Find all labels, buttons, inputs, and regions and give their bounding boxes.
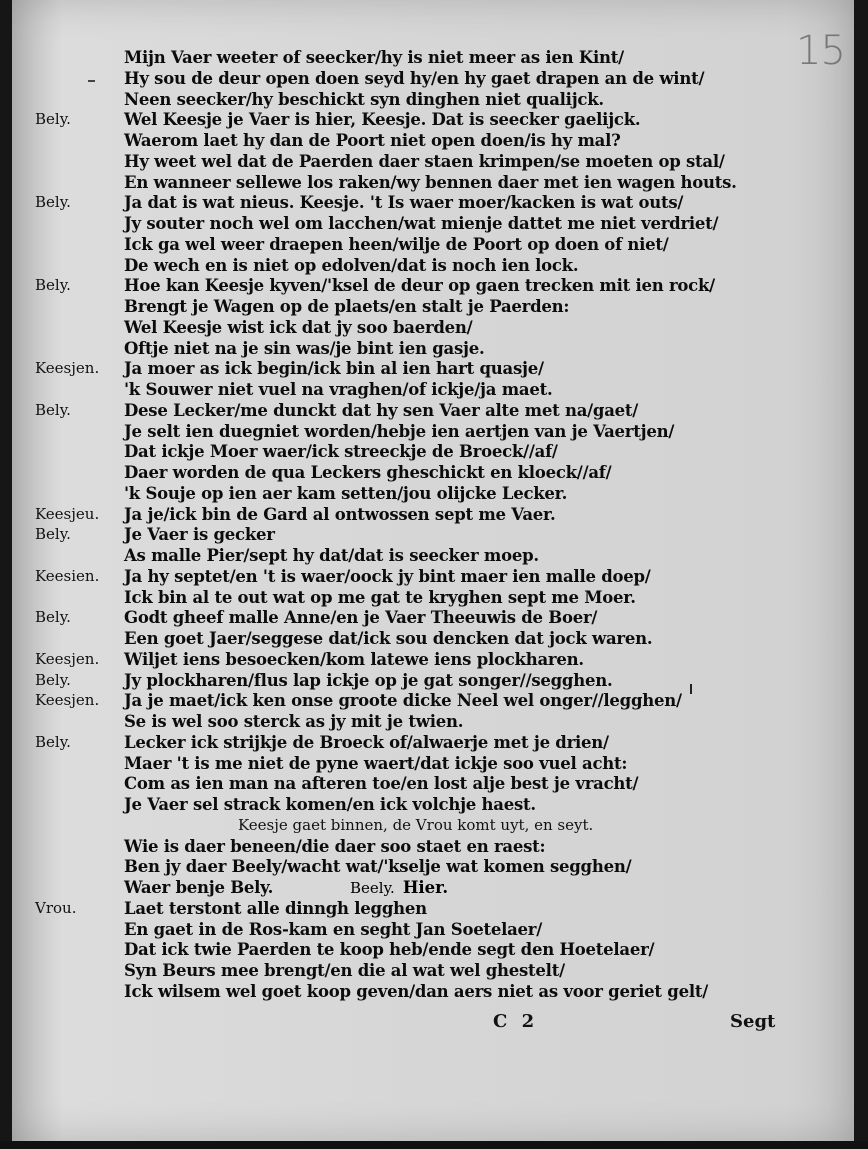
verse-text: Ick ga wel weer draepen heen/wilje de Poort op doen of niet/ xyxy=(124,235,669,254)
verse-line xyxy=(0,961,868,981)
verse-line xyxy=(0,69,868,89)
verse-line xyxy=(0,463,868,483)
verse-line xyxy=(0,505,868,525)
verse-line xyxy=(0,733,868,753)
verse-text: Een goet Jaer/seggese dat/ick sou dencken dat jock waren. xyxy=(124,629,653,648)
speaker-name: Bely. xyxy=(35,193,71,211)
verse-text: Ja moer as ick begin/ick bin al ien hart quasje/ xyxy=(124,359,544,378)
verse-text: Ja hy septet/en 't is waer/oock jy bint maer ien malle doep/ xyxy=(124,567,651,586)
verse-line xyxy=(0,110,868,130)
verse-text: Lecker ick strijkje de Broeck of/alwaerje met je drien/ xyxy=(124,733,609,752)
verse-line xyxy=(0,318,868,338)
catchword: Segt xyxy=(730,1011,776,1032)
verse-line xyxy=(0,671,868,691)
verse-line xyxy=(0,629,868,649)
verse-text: Ja dat is wat nieus. Keesje. 't Is waer moer/kacken is wat outs/ xyxy=(124,193,684,212)
verse-text: Jy souter noch wel om lacchen/wat mienje dattet me niet verdriet/ xyxy=(124,214,719,233)
verse-text: Ick wilsem wel goet koop geven/dan aers niet as voor geriet gelt/ xyxy=(124,982,708,1001)
handwritten-page-number: 15 xyxy=(796,28,845,74)
verse-text: Wie is daer beneen/die daer soo staet en raest: xyxy=(124,837,546,856)
scan-edge xyxy=(0,1141,868,1149)
verse-text: Daer worden de qua Leckers gheschickt en kloeck//af/ xyxy=(124,463,612,482)
verse-text: Wel Keesje je Vaer is hier, Keesje. Dat is seecker gaelijck. xyxy=(124,110,641,129)
verse-text: 'k Souje op ien aer kam setten/jou olijcke Lecker. xyxy=(124,484,568,503)
verse-line xyxy=(0,214,868,234)
verse-line xyxy=(0,754,868,774)
verse-line xyxy=(0,982,868,1002)
verse-text: Wiljet iens besoecken/kom latewe iens plockharen. xyxy=(124,650,584,669)
speaker-name: Vrou. xyxy=(35,899,77,917)
verse-text: 'k Souwer niet vuel na vraghen/of ickje/ja maet. xyxy=(124,380,553,399)
verse-line xyxy=(0,297,868,317)
verse-line xyxy=(0,193,868,213)
verse-line xyxy=(0,401,868,421)
verse-line xyxy=(0,276,868,296)
speaker-name: Bely. xyxy=(35,525,71,543)
speaker-name: Keesjen. xyxy=(35,691,100,709)
stage-direction: Keesje gaet binnen, de Vrou komt uyt, en seyt. xyxy=(238,816,594,834)
verse-line xyxy=(0,940,868,960)
speaker-name: Bely. xyxy=(35,608,71,626)
verse-line xyxy=(0,525,868,545)
verse-text: Wel Keesje wist ick dat jy soo baerden/ xyxy=(124,318,473,337)
verse-line xyxy=(0,878,868,898)
verse-text: En wanneer sellewe los raken/wy bennen daer met ien wagen houts. xyxy=(124,173,737,192)
verse-line xyxy=(0,152,868,172)
inline-reply-text: Hier. xyxy=(402,878,449,897)
verse-text: Com as ien man na afteren toe/en lost alje best je vracht/ xyxy=(124,774,639,793)
verse-text: Mijn Vaer weeter of seecker/hy is niet meer as ien Kint/ xyxy=(124,48,624,67)
verse-line xyxy=(0,48,868,68)
verse-line xyxy=(0,920,868,940)
verse-text: Hoe kan Keesje kyven/'ksel de deur op gaen trecken mit ien rock/ xyxy=(124,276,715,295)
verse-text: Ja je/ick bin de Gard al ontwossen sept me Vaer. xyxy=(124,505,556,524)
verse-line xyxy=(0,795,868,815)
verse-text: Je selt ien duegniet worden/hebje ien aertjen van je Vaertjen/ xyxy=(124,422,675,441)
verse-line xyxy=(0,837,868,857)
verse-line xyxy=(0,567,868,587)
verse-line xyxy=(0,173,868,193)
speaker-name: Keesjen. xyxy=(35,650,100,668)
verse-text: Laet terstont alle dinngh legghen xyxy=(124,899,427,918)
verse-text: Je Vaer is gecker xyxy=(124,525,275,544)
verse-line xyxy=(0,442,868,462)
verse-text: As malle Pier/sept hy dat/dat is seecker moep. xyxy=(124,546,539,565)
verse-text: Ben jy daer Beely/wacht wat/'kselje wat komen segghen/ xyxy=(124,857,632,876)
verse-line xyxy=(0,339,868,359)
verse-text: Hy sou de deur open doen seyd hy/en hy gaet drapen an de wint/ xyxy=(124,69,705,88)
verse-text: Brengt je Wagen op de plaets/en stalt je Paerden: xyxy=(124,297,570,316)
verse-line xyxy=(0,712,868,732)
verse-line xyxy=(0,484,868,504)
speaker-name: Bely. xyxy=(35,733,71,751)
verse-text: Se is wel soo sterck as jy mit je twien. xyxy=(124,712,464,731)
verse-line xyxy=(0,691,868,711)
verse-line xyxy=(0,650,868,670)
verse-text: Je Vaer sel strack komen/en ick volchje haest. xyxy=(124,795,536,814)
verse-text: Maer 't is me niet de pyne waert/dat ickje soo vuel acht: xyxy=(124,754,628,773)
verse-line xyxy=(0,857,868,877)
speaker-name: Bely. xyxy=(35,671,71,689)
speaker-name: Keesjen. xyxy=(35,359,100,377)
verse-line xyxy=(0,608,868,628)
verse-text: Oftje niet na je sin was/je bint ien gasje. xyxy=(124,339,485,358)
speaker-name: Keesjeu. xyxy=(35,505,100,523)
verse-text: Dat ick twie Paerden te koop heb/ende segt den Hoetelaer/ xyxy=(124,940,655,959)
verse-line xyxy=(0,359,868,379)
stage-direction-line xyxy=(0,816,868,836)
verse-text: Syn Beurs mee brengt/en die al wat wel ghestelt/ xyxy=(124,961,565,980)
speaker-name: Bely. xyxy=(35,110,71,128)
verse-text: Dat ickje Moer waer/ick streeckje de Broeck//af/ xyxy=(124,442,558,461)
verse-text: Ja je maet/ick ken onse groote dicke Neel wel onger//legghen/ xyxy=(124,691,682,710)
verse-line xyxy=(0,235,868,255)
verse-text: Hy weet wel dat de Paerden daer staen krimpen/se moeten op stal/ xyxy=(124,152,725,171)
printer-signature: C 2 xyxy=(493,1011,539,1032)
verse-line xyxy=(0,899,868,919)
verse-text: En gaet in de Ros-kam en seght Jan Soetelaer/ xyxy=(124,920,543,939)
verse-line xyxy=(0,422,868,442)
verse-text: Ick bin al te out wat op me gat te kryghen sept me Moer. xyxy=(124,588,636,607)
speaker-name: Keesien. xyxy=(35,567,100,585)
speaker-name: Bely. xyxy=(35,276,71,294)
verse-text: Godt gheef malle Anne/en je Vaer Theeuwis de Boer/ xyxy=(124,608,598,627)
verse-text: Neen seecker/hy beschickt syn dinghen niet qualijck. xyxy=(124,90,604,109)
verse-line xyxy=(0,131,868,151)
verse-line xyxy=(0,256,868,276)
verse-text: Dese Lecker/me dunckt dat hy sen Vaer alte met na/gaet/ xyxy=(124,401,639,420)
verse-line xyxy=(0,774,868,794)
inline-speaker-name: Beely. xyxy=(350,879,395,897)
verse-line xyxy=(0,588,868,608)
speaker-name: Bely. xyxy=(35,401,71,419)
verse-text: Waer benje Bely. xyxy=(124,878,274,897)
verse-text: De wech en is niet op edolven/dat is noch ien lock. xyxy=(124,256,579,275)
verse-line xyxy=(0,90,868,110)
verse-line xyxy=(0,380,868,400)
verse-text: Jy plockharen/flus lap ickje op je gat songer//segghen. xyxy=(124,671,613,690)
verse-text: Waerom laet hy dan de Poort niet open doen/is hy mal? xyxy=(124,131,621,150)
verse-line xyxy=(0,546,868,566)
